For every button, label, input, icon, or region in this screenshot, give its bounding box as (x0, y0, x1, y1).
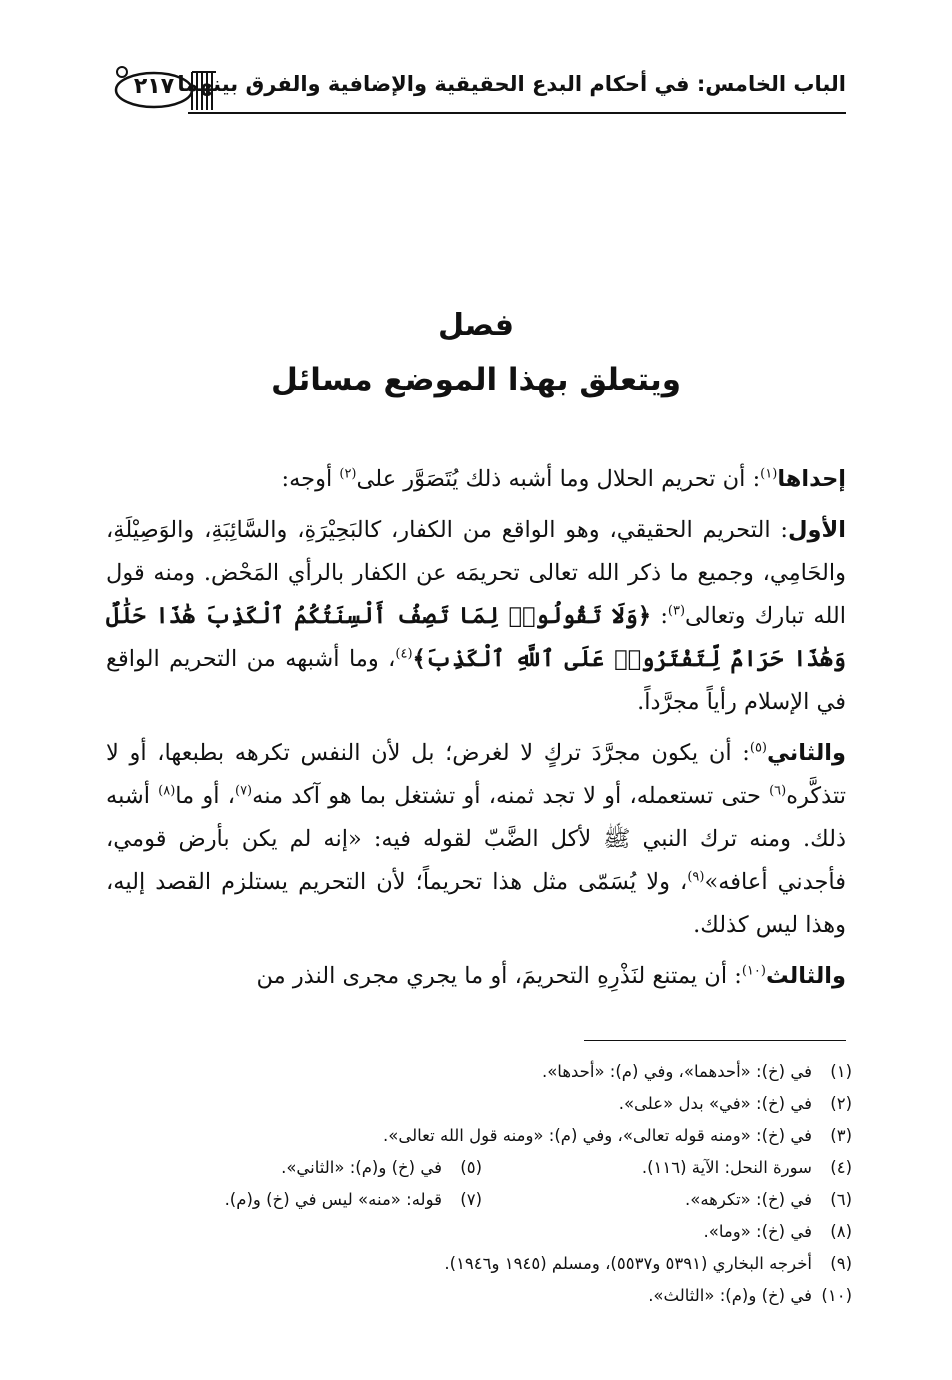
footnote-ref[interactable]: (٢) (339, 466, 357, 482)
section-subtitle: ويتعلق بهذا الموضع مسائل (271, 362, 681, 398)
footnote-text: في (خ) و(م): «الثالث». (648, 1286, 812, 1305)
footnote-text: قوله: «منه» ليس في (خ) و(م). (224, 1190, 442, 1209)
footnote-item (106, 1248, 852, 1280)
footnote-item-inline (281, 1152, 482, 1184)
footnote-number: (١٠) (821, 1286, 852, 1305)
footnote-ref[interactable]: (٨) (158, 783, 176, 799)
footnote-number: (١) (830, 1062, 852, 1081)
footnote-number: (٥) (460, 1158, 482, 1177)
footnote-number: (٤) (830, 1158, 852, 1177)
footnote-item (106, 1216, 852, 1248)
footnote-number: (٢) (830, 1094, 852, 1113)
footnote-number: (٩) (830, 1254, 852, 1273)
footnote-ref[interactable]: (٣) (667, 603, 686, 619)
lead-word: والثاني (767, 740, 846, 766)
footnote-ref[interactable]: (١) (760, 466, 778, 482)
footnote-ref[interactable]: (٩) (687, 869, 705, 885)
paragraph-third-type (106, 955, 846, 998)
paragraph-text: : أن تحريم الحلال وما أشبه ذلك يُتَصَوَّر على (356, 466, 761, 492)
lead-word: والثالث (765, 963, 846, 989)
footnote-number: (٣) (830, 1126, 852, 1145)
paragraph-text: ، وما أشبهه من التحريم الواقع في الإسلام رأياً مجرَّداً. (106, 646, 846, 715)
footnote-text: في (خ): «أحدهما»، وفي (م): «أحدها». (541, 1062, 812, 1081)
quran-verse: ﴿وَلَا تَقُولُوا۟ لِمَا تَصِفُ أَلْسِنَتُكُمُ ٱلْكَذِبَ هَٰذَا حَلَٰلٌ وَهَٰذَا حَرَامٌ لِّتَفْتَرُوا۟ عَلَى ٱللَّهِ ٱلْكَذِبَ﴾ (106, 603, 846, 672)
lead-word: الأول (788, 517, 846, 543)
chapter-title: الباب الخامس: في أحكام البدع الحقيقية والإضافية والفرق بينهما (177, 72, 846, 96)
running-header (108, 62, 846, 114)
footnote-text: في (خ): «ومنه قوله تعالى»، وفي (م): «ومنه قول الله تعالى». (383, 1126, 812, 1145)
paragraph-text: أشبه ذلك. ومنه ترك النبي ﷺ لأكل الضَّبّ لقوله فيه: «إنه لم يكن بأرض قومي، فأجدني أعافه» (106, 783, 846, 895)
paragraph-text: : أن يكون مجرَّدَ تركٍ لا لغرض؛ بل لأن النفس تكرهه بطبعها، أو لا تتذكَّره (106, 740, 846, 809)
paragraph-text: : (651, 603, 668, 629)
footnote-text: سورة النحل: الآية (١١٦). (641, 1158, 812, 1177)
paragraph-text: ، ولا يُسَمّى مثل هذا تحريماً؛ لأن التحريم يستلزم القصد إليه، وهذا ليس كذلك. (106, 869, 846, 938)
page-number: ٢١٧ (133, 74, 175, 99)
footnote-text: في (خ) و(م): «الثاني». (281, 1158, 442, 1177)
footnote-ref[interactable]: (١٠) (741, 963, 766, 979)
paragraph-text: : التحريم الحقيقي، وهو الواقع من الكفار، كالبَحِيْرَةِ، والسَّائِبَةِ، والوَصِيْلَةِ، والحَامِي، وجميع ما ذكر الله تعالى تحريمَه عن الكفار بالرأي المَحْض. ومنه قول الله تبارك وتعالى (106, 517, 847, 629)
section-title: فصل (438, 308, 514, 343)
paragraph-text: : أن يمتنع لنَذْرِهِ التحريمَ، أو ما يجري مجرى النذر من (256, 963, 742, 989)
paragraph-text: ، أو ما (175, 783, 235, 809)
paragraph-text: حتى تستعمله، أو لا تجد ثمنه، أو تشتغل بما هو آكد منه (252, 783, 770, 809)
footnote-item (106, 1280, 852, 1312)
paragraph-first (106, 458, 846, 501)
footnote-separator (584, 1040, 846, 1041)
footnote-text: أخرجه البخاري (٥٣٩١ و٥٥٣٧)، ومسلم (١٩٤٥ و١٩٤٦). (444, 1254, 812, 1273)
footnote-item (106, 1152, 852, 1184)
footnote-item (106, 1056, 852, 1088)
footnote-text: في (خ): «تكرهه». (684, 1190, 812, 1209)
footnote-number: (٦) (830, 1190, 852, 1209)
footnote-item (106, 1088, 852, 1120)
footnote-text: في (خ): «في» بدل «على». (618, 1094, 812, 1113)
page-number-badge (108, 62, 218, 112)
footnote-item-inline (225, 1184, 482, 1216)
header-rule (188, 112, 846, 114)
footnote-ref[interactable]: (٤) (395, 646, 413, 662)
footnote-item (106, 1120, 852, 1152)
footnote-number: (٧) (460, 1190, 482, 1209)
footnote-item (106, 1184, 852, 1216)
body-text (106, 458, 846, 1006)
footnote-ref[interactable]: (٧) (234, 783, 253, 799)
footnote-text: في (خ): «وما». (703, 1222, 812, 1241)
footnote-number: (٨) (830, 1222, 852, 1241)
footnote-ref[interactable]: (٦) (769, 783, 787, 799)
paragraph-first-type (106, 509, 846, 724)
footnote-ref[interactable]: (٥) (749, 740, 767, 756)
lead-word: إحداها (777, 466, 846, 492)
paragraph-text: أوجه: (281, 466, 340, 492)
footnotes (106, 1056, 852, 1312)
paragraph-second-type (106, 732, 846, 947)
